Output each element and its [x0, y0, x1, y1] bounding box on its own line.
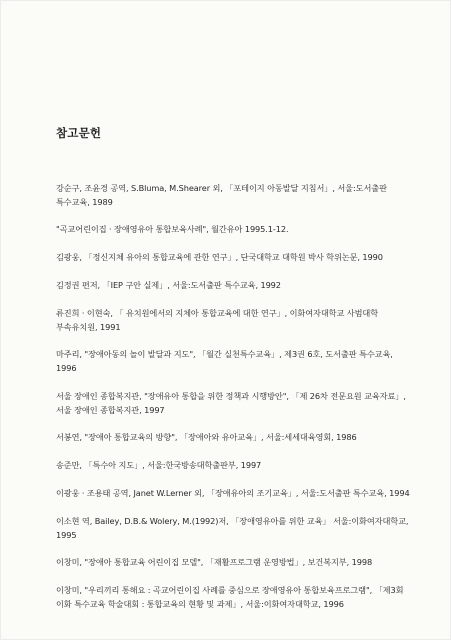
reference-item: 서봉연, "장애아 통합교육의 방향", 「장애아와 유아교육」, 서울:세세대육영회, 1986	[56, 432, 357, 442]
reference-item: 이소현 역, Bailey, D.B.& Wolery, M.(1992)저, 「장애영유아를 위한 교육」 서울:이화여자대학교, 1995	[56, 516, 409, 540]
reference-item: "곡교어린이집 · 장애영유아 통합보육사례", 월간유아 1995.1-12.	[56, 224, 289, 234]
reference-list	[56, 181, 414, 624]
reference-item: 김광웅, 「정신지체 유아의 통합교육에 관한 연구」, 단국대학교 대학원 박사 학위논문, 1990	[56, 252, 383, 262]
reference-item: 강순구, 조윤경 공역, S.Bluma, M.Shearer 외, 「포테이지 아동발달 지침서」, 서울:도서출판 특수교육, 1989	[56, 183, 387, 207]
reference-item: 이창미, "장애아 통합교육 어린이집 모델", 「재활프로그램 운영방법」, 보건복지부, 1998	[56, 557, 373, 567]
reference-item: 김정권 편저, 「IEP 구안 실제」, 서울:도서출판 특수교육, 1992	[56, 280, 281, 290]
reference-item: 송준만, 「특수아 지도」, 서울:한국방송대학출판부, 1997	[56, 460, 262, 470]
reference-item: 서울 장애인 종합복지관, "장애유아 통합을 위한 정책과 시행방안", 「제 26차 전문요원 교육자료」, 서울 장애인 종합복지관, 1997	[56, 391, 406, 415]
page-title: 참고문헌	[56, 126, 102, 140]
reference-item: 이광웅 · 조용태 공역, Janet W.Lerner 외, 「장애유아의 조기교육」, 서울:도서출판 특수교육, 1994	[56, 488, 410, 498]
reference-item: 류진희 · 이현숙, 「 유치원에서의 지체아 통합교육에 대한 연구」, 이화여자대학교 사범대학 부속유치원, 1991	[56, 308, 379, 332]
reference-item: 이창미, "우리끼리 통해요 : 곡교어린이집 사례를 중심으로 장애영유아 통합보육프로그램", 「제3회 이화 특수교육 학술대회 : 통합교육의 현황 및 과제」, 서울:이화여자대학교, 1996	[56, 585, 404, 609]
reference-item: 마주리, "장애아동의 놀이 발달과 지도", 「월간 실천특수교육」, 제3권 6호, 도서출판 특수교육, 1996	[56, 349, 393, 373]
